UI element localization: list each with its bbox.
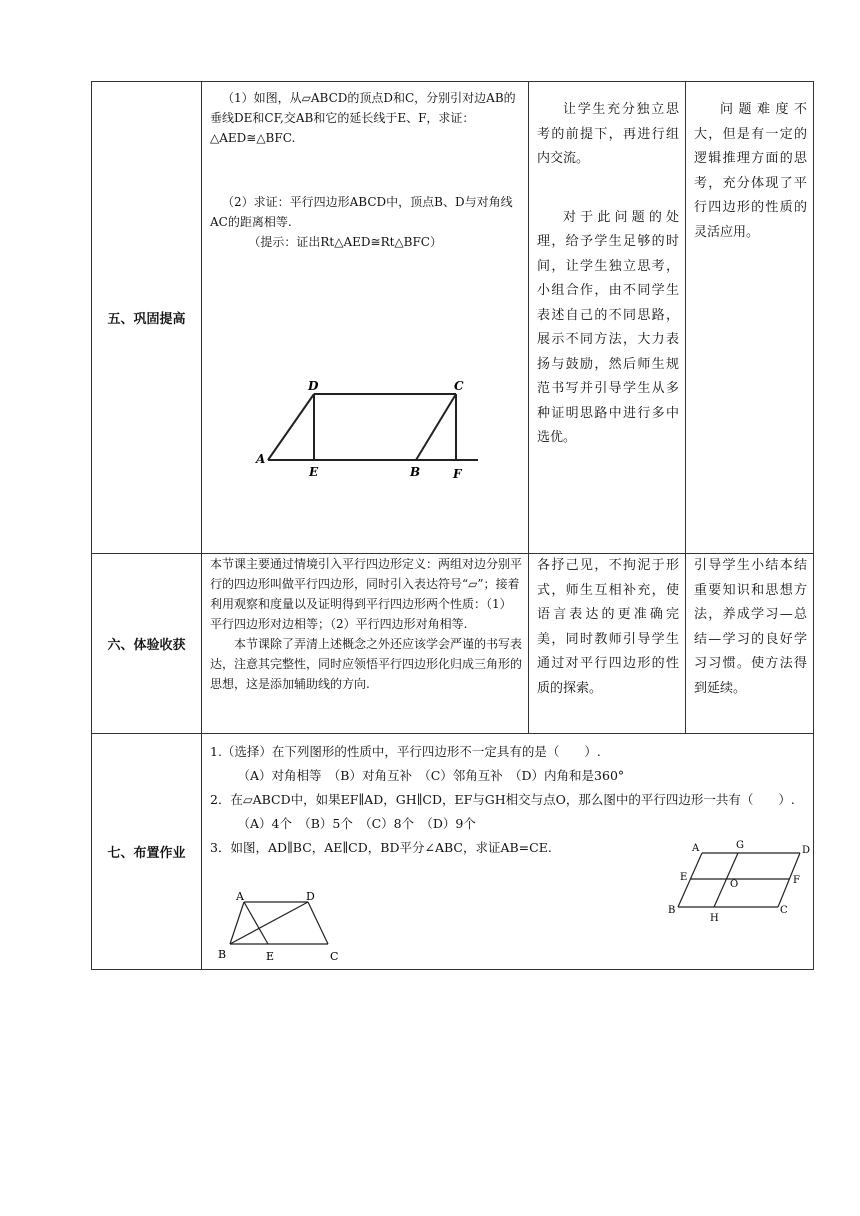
stage-label: 五、巩固提高 bbox=[92, 82, 202, 554]
student-activity-cell bbox=[529, 82, 686, 554]
problem-1: （1）如图，从▱ABCD的顶点D和C，分别引对边AB的垂线DE和CF,交AB和它的延长线于E、F，求证：△AED≅△BFC. bbox=[210, 91, 516, 145]
label-a: A bbox=[256, 452, 266, 466]
label-a: A bbox=[692, 843, 700, 854]
question-3: 3．如图，AD∥BC，AE∥CD，BD平分∠ABC，求证AB=CE. bbox=[210, 840, 552, 855]
student-text: 各抒己见，不拘泥于形式，师生互相补充，使语言表达的更准确完美，同时教师引导学生通过对平行四边形的性质的探索。 bbox=[537, 558, 679, 696]
summary-paragraph-1: 本节课主要通过情境引入平行四边形定义：两组对边分别平行的四边形叫做平行四边形，同时引入表达符号“▱”；接着利用观察和度量以及证明得到平行四边形两个性质：（1）平行四边形对边相等；（2）平行四边形对角相等. bbox=[210, 557, 523, 631]
label-f: F bbox=[453, 467, 462, 480]
summary-paragraph-2: 本节课除了弄清上述概念之外还应该学会严谨的书写表达，注意其完整性，同时应领悟平行四边形化归成三角形的思想，这是添加辅助线的方向. bbox=[210, 637, 523, 691]
activity-cell bbox=[202, 82, 529, 554]
label-c: C bbox=[780, 905, 788, 916]
question-2: 2．在▱ABCD中，如果EF∥AD，GH∥CD，EF与GH相交与点O，那么图中的平行四边形一共有（ ）. bbox=[210, 792, 795, 807]
label-c: C bbox=[330, 950, 339, 963]
question-2-options: （A）4个 （B）5个 （C）8个 （D）9个 bbox=[237, 816, 476, 831]
stage-label: 七、布置作业 bbox=[92, 734, 202, 970]
student-activity-cell bbox=[529, 554, 686, 734]
problem-2: （2）求证：平行四边形ABCD中，顶点B、D与对角线AC的距离相等. bbox=[210, 195, 513, 229]
parallelogram-figure-2 bbox=[210, 874, 350, 966]
design-intent-cell bbox=[686, 82, 814, 554]
lesson-plan-table bbox=[91, 81, 814, 970]
label-b: B bbox=[668, 905, 676, 916]
label-a: A bbox=[236, 890, 244, 903]
line-cb bbox=[416, 394, 456, 460]
activity-cell bbox=[202, 554, 529, 734]
label-o: O bbox=[730, 879, 739, 890]
row-summary bbox=[92, 554, 814, 734]
intent-text: 问题难度不大，但是有一定的逻辑推理方面的思考，充分体现了平行四边形的性质的灵活应用。 bbox=[694, 102, 807, 240]
student-text-a: 让学生充分独立思考的前提下，再进行组内交流。 bbox=[537, 102, 679, 166]
label-c: C bbox=[454, 380, 464, 393]
label-e: E bbox=[309, 465, 319, 479]
label-e: E bbox=[266, 950, 275, 963]
homework-cell bbox=[202, 734, 814, 970]
label-d: D bbox=[308, 380, 319, 393]
stage-label: 六、体验收获 bbox=[92, 554, 202, 734]
label-d: D bbox=[802, 845, 811, 856]
parallelogram-figure-1 bbox=[248, 380, 478, 480]
parallelogram-figure-3 bbox=[650, 839, 814, 929]
label-h: H bbox=[710, 913, 719, 924]
label-b: B bbox=[218, 948, 227, 961]
label-e: E bbox=[680, 872, 688, 883]
row-consolidation bbox=[92, 82, 814, 554]
line-ad bbox=[268, 394, 314, 460]
student-text-b: 对于此问题的处理，给予学生足够的时间，让学生独立思考，小组合作，由不同学生表述自己的不同思路，展示不同方法，大力表扬与鼓励，然后师生规范书写并引导学生从多种证明思路中进行多中选优。 bbox=[537, 209, 679, 445]
question-1: 1.（选择）在下列图形的性质中，平行四边形不一定具有的是（ ）. bbox=[210, 744, 601, 759]
row-homework bbox=[92, 734, 814, 970]
problem-2-hint: （提示：证出Rt△AED≅Rt△BFC） bbox=[248, 235, 442, 249]
label-g: G bbox=[736, 840, 744, 851]
label-d: D bbox=[306, 890, 315, 903]
design-intent-cell bbox=[686, 554, 814, 734]
label-b: B bbox=[410, 465, 421, 479]
label-f: F bbox=[793, 875, 800, 886]
intent-text: 引导学生小结本结重要知识和思想方法，养成学习—总结—学习的良好学习习惯。使方法得到延续。 bbox=[694, 558, 807, 696]
question-1-options: （A）对角相等 （B）对角互补 （C）邻角互补 （D）内角和是360° bbox=[237, 768, 625, 783]
